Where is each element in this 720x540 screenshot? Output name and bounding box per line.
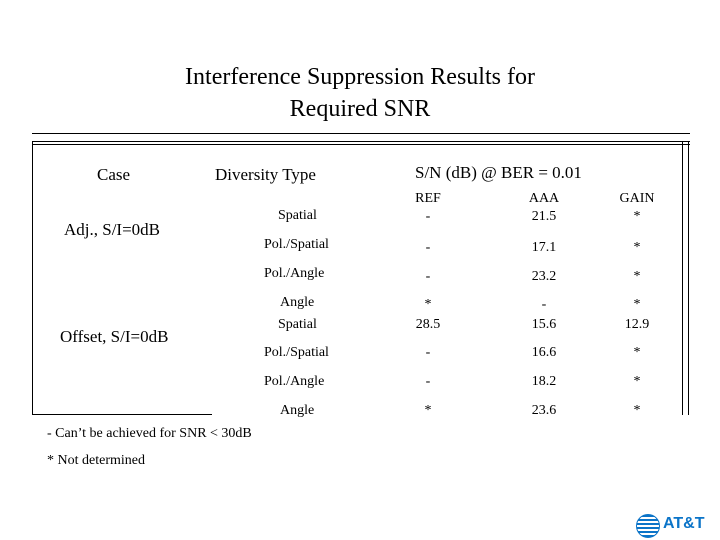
cell-aaa: 17.1 bbox=[531, 240, 557, 255]
cell-gain: * bbox=[633, 209, 641, 224]
att-logo-text: AT&T bbox=[663, 515, 705, 532]
subheader-ref: REF bbox=[415, 191, 441, 206]
cell-gain: * bbox=[633, 297, 641, 312]
diversity-type: Pol./Spatial bbox=[264, 237, 329, 252]
cell-gain: * bbox=[633, 374, 641, 389]
case-label-offset: Offset, S/I=0dB bbox=[60, 327, 169, 346]
table-right-border-2 bbox=[688, 141, 689, 415]
diversity-type: Angle bbox=[280, 295, 315, 310]
cell-ref: - bbox=[425, 269, 431, 284]
table-top-rule bbox=[32, 133, 690, 134]
cell-aaa: 23.2 bbox=[531, 269, 557, 284]
cell-aaa: - bbox=[541, 297, 547, 312]
cell-ref: - bbox=[425, 209, 431, 224]
cell-gain: * bbox=[633, 403, 641, 418]
slide-title-line2: Required SNR bbox=[289, 96, 431, 122]
case-label-adjacent: Adj., S/I=0dB bbox=[64, 220, 161, 239]
cell-aaa: 23.6 bbox=[531, 403, 557, 418]
subheader-gain: GAIN bbox=[619, 191, 655, 206]
header-diversity-type: Diversity Type bbox=[215, 165, 316, 184]
table-top-rule-3 bbox=[32, 144, 690, 145]
table-top-rule-2 bbox=[32, 141, 690, 142]
cell-aaa: 16.6 bbox=[531, 345, 557, 360]
footnote-asterisk: * Not determined bbox=[47, 453, 145, 468]
table-right-border bbox=[682, 141, 683, 415]
diversity-type: Spatial bbox=[278, 317, 317, 332]
table-left-border bbox=[32, 141, 33, 415]
cell-aaa: 21.5 bbox=[531, 209, 557, 224]
slide-title-line1: Interference Suppression Results for bbox=[185, 64, 535, 90]
cell-gain: * bbox=[633, 345, 641, 360]
diversity-type: Pol./Angle bbox=[264, 266, 325, 281]
cell-aaa: 18.2 bbox=[531, 374, 557, 389]
cell-gain: * bbox=[633, 240, 641, 255]
diversity-type: Spatial bbox=[278, 208, 317, 223]
cell-gain: 12.9 bbox=[624, 317, 650, 332]
cell-ref: * bbox=[424, 403, 432, 418]
diversity-type: Pol./Spatial bbox=[264, 345, 329, 360]
cell-ref: - bbox=[425, 345, 431, 360]
header-case: Case bbox=[97, 165, 131, 184]
cell-gain: * bbox=[633, 269, 641, 284]
cell-ref: - bbox=[425, 374, 431, 389]
table-bottom-rule bbox=[32, 414, 212, 415]
cell-ref: - bbox=[425, 240, 431, 255]
cell-aaa: 15.6 bbox=[531, 317, 557, 332]
header-snr: S/N (dB) @ BER = 0.01 bbox=[415, 163, 582, 182]
att-globe-icon bbox=[636, 514, 660, 538]
footnote-dash: - Can’t be achieved for SNR < 30dB bbox=[47, 426, 252, 441]
cell-ref: * bbox=[424, 297, 432, 312]
diversity-type: Angle bbox=[280, 403, 315, 418]
diversity-type: Pol./Angle bbox=[264, 374, 325, 389]
cell-ref: 28.5 bbox=[415, 317, 441, 332]
subheader-aaa: AAA bbox=[528, 191, 560, 206]
